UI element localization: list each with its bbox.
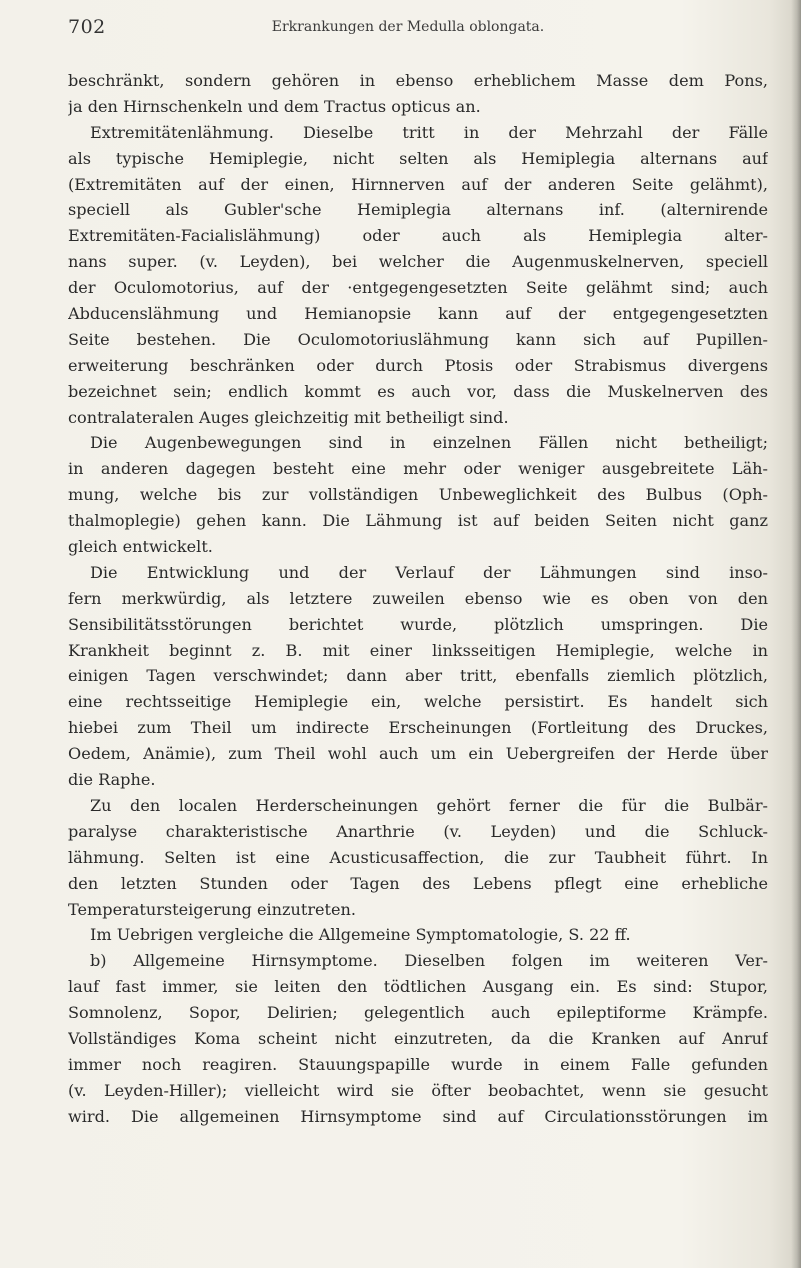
- text-line: fern merkwürdig, als letztere zuweilen ebenso wie es oben von den: [68, 588, 768, 608]
- text-line: Die Augenbewegungen sind in einzelnen Fällen nicht betheiligt;: [90, 433, 768, 453]
- text-line: bezeichnet sein; endlich kommt es auch vor, dass die Muskelnerven des: [68, 381, 768, 401]
- text-line: der Oculomotorius, auf der ·entgegengesetzten Seite gelähmt sind; auch: [68, 278, 768, 298]
- text-line: nans super. (v. Leyden), bei welcher die Augenmuskelnerven, speciell: [68, 252, 768, 272]
- text-line: in anderen dagegen besteht eine mehr oder weniger ausgebreitete Läh-: [68, 459, 768, 479]
- text-line: paralyse charakteristische Anarthrie (v. Leyden) und die Schluck-: [68, 821, 768, 841]
- text-line: Seite bestehen. Die Oculomotoriuslähmung kann sich auf Pupillen-: [68, 329, 768, 349]
- text-line: die Raphe.: [68, 770, 156, 790]
- text-line: gleich entwickelt.: [68, 537, 213, 557]
- text-line: immer noch reagiren. Stauungspapille wurde in einem Falle gefunden: [68, 1054, 768, 1074]
- text-line: Die Entwicklung und der Verlauf der Lähmungen sind inso-: [90, 562, 768, 582]
- body-text: [68, 68, 768, 1130]
- text-line: (v. Leyden-Hiller); vielleicht wird sie öfter beobachtet, wenn sie gesucht: [68, 1080, 768, 1100]
- text-line: lauf fast immer, sie leiten den tödtlichen Ausgang ein. Es sind: Stupor,: [68, 977, 768, 997]
- text-line: ja den Hirnschenkeln und dem Tractus opticus an.: [68, 96, 481, 116]
- text-line: Sensibilitätsstörungen berichtet wurde, plötzlich umspringen. Die: [68, 614, 768, 634]
- text-line: hiebei zum Theil um indirecte Erscheinungen (Fortleitung des Druckes,: [68, 718, 768, 738]
- text-line: Krankheit beginnt z. B. mit einer linksseitigen Hemiplegie, welche in: [68, 640, 768, 660]
- text-line: wird. Die allgemeinen Hirnsymptome sind auf Circulationsstörungen im: [68, 1106, 768, 1126]
- text-line: Somnolenz, Sopor, Delirien; gelegentlich auch epileptiforme Krämpfe.: [68, 1003, 768, 1023]
- text-line: contralateralen Auges gleichzeitig mit betheiligt sind.: [68, 407, 509, 427]
- text-line: b) Allgemeine Hirnsymptome. Dieselben folgen im weiteren Ver-: [90, 951, 768, 971]
- text-line: thalmoplegie) gehen kann. Die Lähmung ist auf beiden Seiten nicht ganz: [68, 511, 768, 531]
- page-header: [68, 16, 748, 46]
- text-line: Extremitätenlähmung. Dieselbe tritt in der Mehrzahl der Fälle: [90, 122, 768, 142]
- page-edge-shadow: [791, 0, 801, 1268]
- running-head: Erkrankungen der Medulla oblongata.: [271, 19, 545, 35]
- text-line: Im Uebrigen vergleiche die Allgemeine Symptomatologie, S. 22 ff.: [90, 925, 631, 945]
- text-line: Temperatursteigerung einzutreten.: [68, 899, 357, 919]
- text-line: (Extremitäten auf der einen, Hirnnerven auf der anderen Seite gelähmt),: [68, 174, 768, 194]
- text-line: eine rechtsseitige Hemiplegie ein, welche persistirt. Es handelt sich: [68, 692, 768, 712]
- text-line: Vollständiges Koma scheint nicht einzutreten, da die Kranken auf Anruf: [68, 1028, 768, 1048]
- text-line: beschränkt, sondern gehören in ebenso erheblichem Masse dem Pons,: [68, 71, 768, 90]
- text-line: Oedem, Anämie), zum Theil wohl auch um ein Uebergreifen der Herde über: [68, 744, 768, 764]
- text-line: einigen Tagen verschwindet; dann aber tritt, ebenfalls ziemlich plötzlich,: [68, 666, 768, 686]
- text-line: den letzten Stunden oder Tagen des Lebens pflegt eine erhebliche: [68, 873, 768, 893]
- text-line: Zu den localen Herderscheinungen gehört ferner die für die Bulbär-: [90, 795, 768, 815]
- text-line: Abducenslähmung und Hemianopsie kann auf der entgegengesetzten: [68, 304, 768, 324]
- text-line: als typische Hemiplegie, nicht selten als Hemiplegia alternans auf: [68, 148, 768, 168]
- text-line: lähmung. Selten ist eine Acusticusaffection, die zur Taubheit führt. In: [68, 847, 768, 867]
- text-line: erweiterung beschränken oder durch Ptosis oder Strabismus divergens: [68, 355, 768, 375]
- page-number: 702: [68, 16, 106, 38]
- text-line: mung, welche bis zur vollständigen Unbeweglichkeit des Bulbus (Oph-: [68, 485, 768, 505]
- text-line: speciell als Gubler'sche Hemiplegia alternans inf. (alternirende: [68, 200, 768, 220]
- text-line: Extremitäten-Facialislähmung) oder auch als Hemiplegia alter-: [68, 226, 768, 246]
